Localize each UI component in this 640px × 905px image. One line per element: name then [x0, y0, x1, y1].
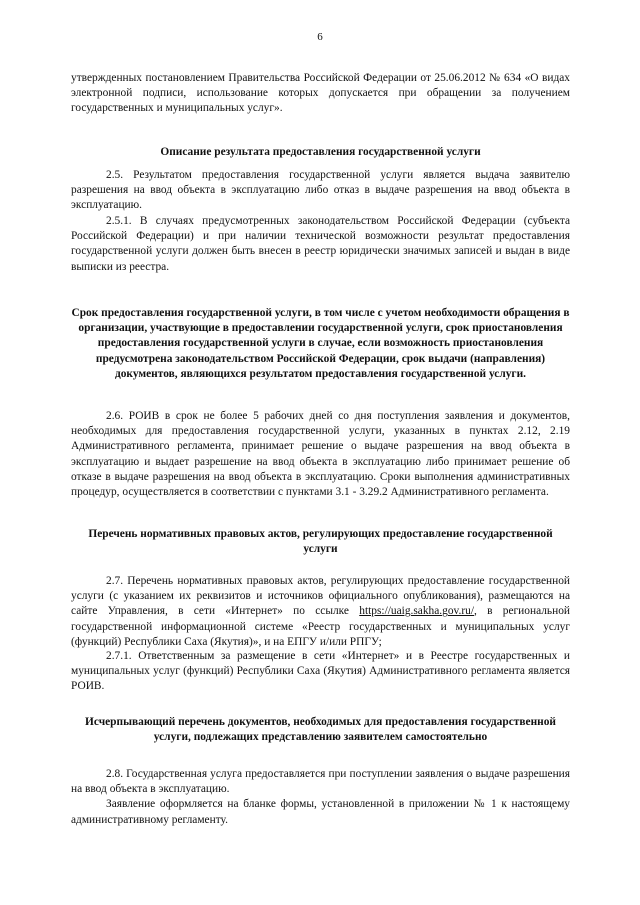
section-heading-acts	[71, 527, 570, 557]
uaig-link[interactable]: https://uaig.sakha.gov.ru/	[359, 605, 474, 618]
paragraph-2-5-1-text: 2.5.1. В случаях предусмотренных законодательством Российской Федерации (субъекта Российской Федерации) и при наличии технической возможности результат предоставления государственной услуги должен быть внесен в реестр юридически значимых записей и выдан в виде выписки из реестра.	[71, 215, 570, 273]
section-heading-term	[71, 306, 570, 382]
paragraph-2-6	[71, 409, 570, 500]
paragraph-2-7-1	[71, 649, 570, 695]
section-heading-result	[71, 145, 570, 160]
section-heading-docs	[71, 715, 570, 745]
heading-docs-text: Исчерпывающий перечень документов, необходимых для предоставления государственной услуги, подлежащих представлению заявителем самостоятельно	[85, 716, 556, 744]
paragraph-2-8-text: 2.8. Государственная услуга предоставляется при поступлении заявления о выдаче разрешения на ввод объекта в эксплуатацию.	[71, 768, 570, 796]
heading-result-text: Описание результата предоставления государственной услуги	[160, 146, 481, 158]
intro-text: утвержденных постановлением Правительства Российской Федерации от 25.06.2012 № 634 «О видах электронной подписи, использование которых допускается при обращении за получением государственных и муниципальных услуг».	[71, 72, 570, 115]
intro-paragraph	[71, 71, 570, 117]
paragraph-2-8-form-text: Заявление оформляется на бланке формы, установленной в приложении № 1 к настоящему административному регламенту.	[71, 798, 570, 826]
paragraph-2-8	[71, 767, 570, 828]
heading-term-text: Срок предоставления государственной услуги, в том числе с учетом необходимости обращения в организации, участвующие в предоставлении государственной услуги, срок приостановления предоставления государственной услуги в случае, если возможность приостановления предусмотрена законодательством Российской Федерации, срок выдачи (направления) документов, являющихся результатом предоставления государственной услуги.	[71, 307, 570, 380]
paragraph-2-7-1-text: 2.7.1. Ответственным за размещение в сети «Интернет» и в Реестре государственных и муниципальных услуг (функций) Республики Саха (Якутия) Административного регламента является РОИВ.	[71, 650, 570, 693]
paragraph-2-5-1	[71, 214, 570, 275]
paragraph-2-7-part-b: , в региональной государственной информационной системе «Реестр государственных и муниципальных услуг (функций) Республики Саха (Якутия)», и на ЕПГУ и/или РПГУ;	[71, 605, 570, 648]
page-number: 6	[317, 31, 323, 43]
paragraph-2-7	[71, 574, 570, 650]
paragraph-2-5-text: 2.5. Результатом предоставления государственной услуги является выдача заявителю разрешения на ввод объекта в эксплуатацию либо отказ в выдаче разрешения на ввод объекта в эксплуатацию.	[71, 169, 570, 212]
paragraph-2-7-text	[71, 574, 570, 650]
paragraph-2-5	[71, 168, 570, 214]
paragraph-2-6-text: 2.6. РОИВ в срок не более 5 рабочих дней со дня поступления заявления и документов, необходимых для предоставления государственной услуги, указанных в пунктах 2.12, 2.19 Административного регламента, принимает решение о выдаче разрешения на ввод объекта в эксплуатацию и выдает разрешение на ввод объекта в эксплуатацию либо принимает решение об отказе в выдаче разрешения на ввод объекта в эксплуатацию. Сроки выполнения административных процедур, осуществляется в соответствии с пунктами 3.1 - 3.29.2 Административного регламента.	[71, 410, 570, 499]
paragraph-2-7-part-a: 2.7. Перечень нормативных правовых актов, регулирующих предоставление государственной услуги (с указанием их реквизитов и источников официального опубликования), размещаются на сайте Управления, в сети «Интернет» по ссылке	[71, 575, 570, 618]
heading-acts-text: Перечень нормативных правовых актов, регулирующих предоставление государственной услуги	[88, 528, 553, 556]
